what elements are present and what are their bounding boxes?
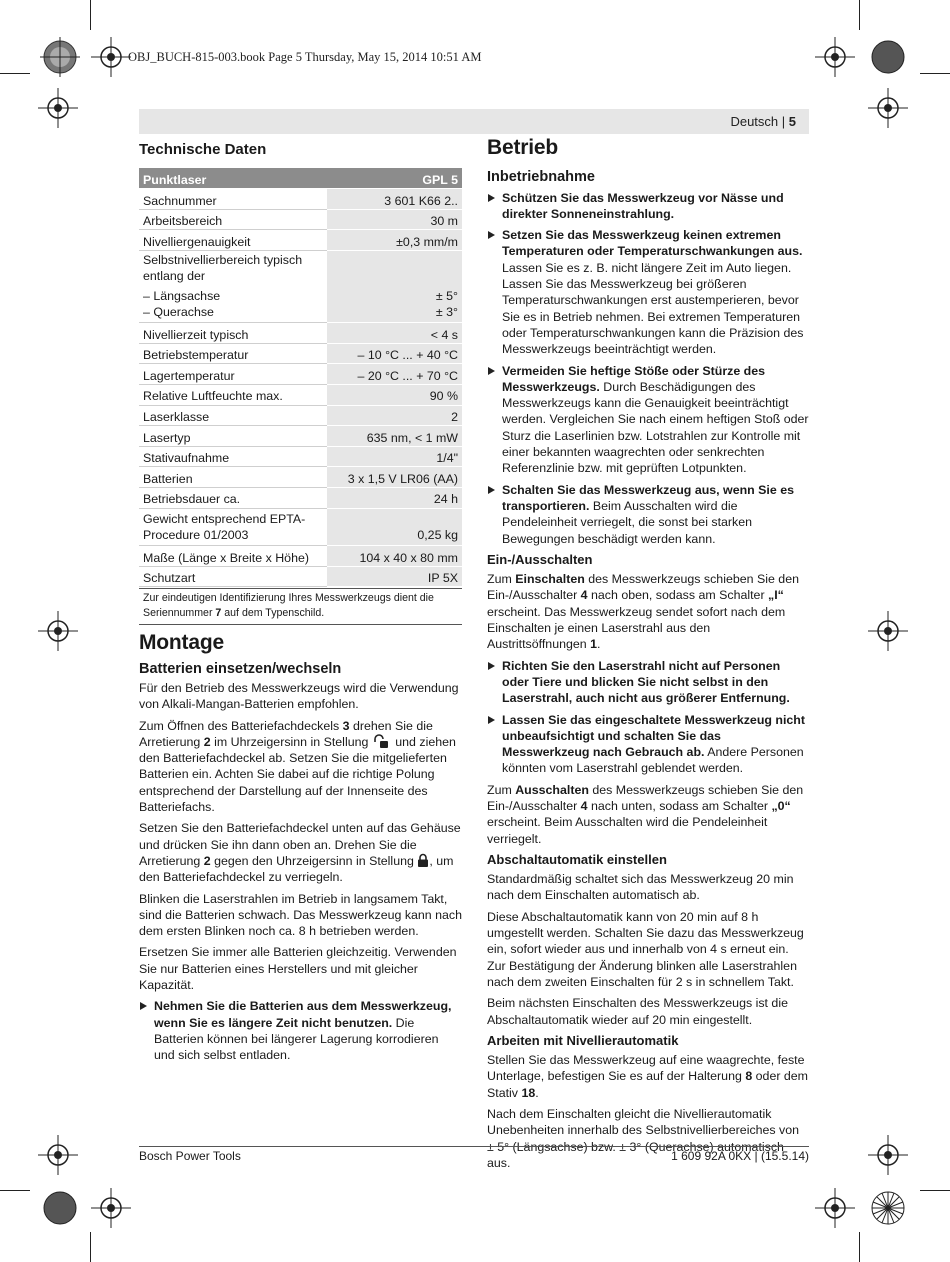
paragraph: Diese Abschaltautomatik kann von 20 min auf 8 h umgestellt werden. Schalten Sie dazu das Messwerkzeug ein, sofort wieder aus und innerhalb von 4 s erneut ein. Zur Bestätigung der Änderung blinken alle Laserstrahlen nach dem zweiten Einschalten für 2 s in schnellem Takt. [487,909,804,989]
spec-label: Sachnummer [139,189,327,210]
paragraph: Zum Einschalten des Messwerkzeugs schieben Sie den Ein-/Ausschalter 4 nach oben, sodass am Schalter „I“ erscheint. Das Messwerkzeug sendet sofort nach dem Einschalten je einen Laserstrahl aus den Austrittsöffnungen 1. [487,572,799,652]
table-row [139,323,462,344]
ein-aus-title: Ein-/Ausschalten [487,551,593,567]
registration-mark-icon [91,37,131,77]
header-text [730,114,796,129]
registration-mark-icon [38,611,78,651]
color-bar-gray-circle-icon [40,37,80,77]
paragraph: Stellen Sie das Messwerkzeug auf eine waagrechte, feste Unterlage, befestigen Sie es auf der Halterung 8 oder dem Stativ 18. [487,1053,809,1100]
spec-label [139,251,327,323]
spec-label: Gewicht entsprechend EPTA-Procedure 01/2003 [139,508,327,546]
registration-mark-icon [868,611,908,651]
bullet-arrow-icon [488,194,495,202]
paragraph: Ersetzen Sie immer alle Batterien gleichzeitig. Verwenden Sie nur Batterien eines Herstellers und mit gleicher Kapazität. [139,945,457,993]
spec-value: – 20 °C ... + 70 °C [327,364,462,385]
registration-mark-icon [815,1188,855,1228]
spec-label: Nivellierzeit typisch [139,323,327,344]
footer-docnumber: 1 609 92A 0KX | (15.5.14) [671,1149,809,1163]
bullet-arrow-icon [140,1002,147,1010]
registration-mark-icon [38,1135,78,1175]
note-number: 7 [215,607,222,620]
table-row [139,385,462,406]
spec-label: Nivelliergenauigkeit [139,230,327,251]
spec-header-label: Punktlaser [139,168,327,189]
color-bar-dark-circle-icon [868,37,908,77]
warning-bullet: Schützen Sie das Messwerkzeug vor Nässe und direkter Sonneneinstrahlung. [487,190,809,223]
crop-mark [0,1190,30,1191]
right-column [487,136,809,1171]
note-text: Zur eindeutigen Identifizierung Ihres Messwerkzeugs dient die Seriennummer [143,592,434,620]
table-row [139,508,462,546]
warning-bullet: Vermeiden Sie heftige Stöße oder Stürze des Messwerkzeugs. Durch Beschädigungen des Messwerkzeugs kann die Genauigkeit beeinträchtigt werden. Vergleichen Sie nach einem heftigen Stoß oder Sturz die Laserlinien bzw. Lotstrahlen zur Kontrolle mit einer bekannten waagrechten oder senkrechten Referenzlinie bzw. mit geprüften Lotpunkten. [487,363,809,477]
registration-mark-icon [868,1135,908,1175]
spec-label: Betriebsdauer ca. [139,488,327,509]
page-header [139,109,809,134]
spec-label: Betriebstemperatur [139,343,327,364]
header-separator: | [778,114,789,129]
table-row [139,426,462,447]
warning-bullet: Schalten Sie das Messwerkzeug aus, wenn Sie es transportieren. Beim Ausschalten wird die Pendeleinheit verriegelt, die sonst bei starken Bewegungen beschädigt werden kann. [487,482,809,547]
spec-value: 635 nm, < 1 mW [327,426,462,447]
paragraph: Für den Betrieb des Messwerkzeugs wird die Verwendung von Alkali-Mangan-Batterien empfohlen. [139,680,459,712]
paragraph: Standardmäßig schaltet sich das Messwerkzeug 20 min nach dem Einschalten automatisch ab. [487,872,794,903]
spec-value: ±0,3 mm/m [327,230,462,251]
spec-value: 3 601 K66 2.. [327,189,462,210]
crop-mark [0,73,30,74]
table-row [139,189,462,210]
left-column [139,142,462,1064]
note-text: auf dem Typenschild. [221,607,325,620]
color-bar-dark-circle-icon [40,1188,80,1228]
spec-label: Batterien [139,467,327,488]
table-row [139,446,462,467]
crop-mark [90,0,91,30]
paragraph: Zum Ausschalten des Messwerkzeugs schieben Sie den Ein-/Ausschalter 4 nach unten, sodass am Schalter „0“ erscheint. Beim Ausschalten wird die Pendeleinheit verriegelt. [487,782,804,846]
paragraph: Setzen Sie den Batteriefachdeckel unten auf das Gehäuse und drücken Sie ihn dann oben an. Drehen Sie die Arretierung 2 gegen den Uhrzeigersinn in Stellung , um den Batteriefachdeckel zu verriegeln. [139,821,461,885]
paragraph: Zum Öffnen des Batteriefachdeckels 3 drehen Sie die Arretierung 2 im Uhrzeigersinn in Stellung und ziehen den Batteriefachdeckel ab. Setzen Sie die mitgelieferten Batterien ein. Achten Sie dabei auf die richtige Polung entsprechend der Darstellung auf der Innenseite des Batteriefachs. [139,718,456,815]
registration-mark-icon [868,88,908,128]
spec-value: 104 x 40 x 80 mm [327,546,462,567]
crop-mark [859,0,860,30]
spec-value: 30 m [327,209,462,230]
spec-label: Arbeitsbereich [139,209,327,230]
warning-bullet: Setzen Sie das Messwerkzeug keinen extremen Temperaturen oder Temperaturschwankungen aus. Lassen Sie es z. B. nicht längere Zeit im Auto liegen. Lassen Sie das Messwerkzeug bei größeren Temperaturschwankungen erst austemperieren, bevor Sie es in Betrieb nehmen. Bei extremen Temperaturen oder Temperaturschwankungen kann die Präzision des Messwerkzeugs beeinträchtigt werden. [487,227,809,357]
spec-table-header [139,168,462,189]
table-row [139,488,462,509]
spec-subvalue: ± 3° [435,304,458,319]
spec-subvalue: ± 5° [435,288,458,303]
crop-mark [90,1232,91,1262]
spec-label: Lasertyp [139,426,327,447]
table-row [139,405,462,426]
warning-bullet: Lassen Sie das eingeschaltete Messwerkzeug nicht unbeaufsichtigt und schalten Sie das Messwerkzeug nach Gebrauch ab. Andere Personen könnten vom Laserstrahl geblendet werden. [487,712,809,777]
unlock-icon [372,734,392,748]
spec-value: IP 5X [327,566,462,587]
registration-mark-icon [91,1188,131,1228]
nivellierautomatik-title: Arbeiten mit Nivellierautomatik [487,1032,679,1048]
table-row [139,546,462,567]
spec-sublabel: – Querachse [143,304,214,319]
paragraph: Nach dem Einschalten gleicht die Nivellierautomatik Unebenheiten innerhalb des Selbstnivellierbereiches von ± 5° (Längsachse) bzw. ± 3° (Querachse) automatisch aus. [487,1107,800,1170]
registration-mark-icon [38,88,78,128]
spec-table [139,168,462,587]
paragraph: Beim nächsten Einschalten des Messwerkzeugs ist die Abschaltautomatik wieder auf 20 min eingestellt. [487,996,788,1027]
spec-label: Maße (Länge x Breite x Höhe) [139,546,327,567]
montage-title: Montage [139,631,224,655]
betrieb-title: Betrieb [487,136,558,159]
table-row [139,364,462,385]
print-slug: OBJ_BUCH-815-003.book Page 5 Thursday, May 15, 2014 10:51 AM [128,50,482,64]
table-row [139,251,462,323]
table-row [139,209,462,230]
spec-label: Relative Luftfeuchte max. [139,385,327,406]
bullet-arrow-icon [488,716,495,724]
lock-icon [417,853,429,867]
spec-value: 2 [327,405,462,426]
spec-value: 3 x 1,5 V LR06 (AA) [327,467,462,488]
spec-value [327,251,462,323]
spec-header-value: GPL 5 [327,168,462,189]
header-language: Deutsch [730,114,779,129]
spec-label: Stativaufnahme [139,446,327,467]
star-target-icon [868,1188,908,1228]
page-number: 5 [788,114,796,129]
paragraph: Blinken die Laserstrahlen im Betrieb in langsamem Takt, sind die Batterien schwach. Das Messwerkzeug kann nach dem ersten Blinken noch ca. 8 h betrieben werden. [139,891,463,939]
spec-sublabel: – Längsachse [143,288,221,303]
crop-mark [920,73,950,74]
crop-mark [859,1232,860,1262]
footer-brand: Bosch Power Tools [139,1149,241,1163]
registration-mark-icon [815,37,855,77]
spec-label: Schutzart [139,566,327,587]
warning-bullet: Richten Sie den Laserstrahl nicht auf Personen oder Tiere und blicken Sie nicht selbst in den Laserstrahl, auch nicht aus größerer Entfernung. [487,658,809,707]
batteries-subtitle: Batterien einsetzen/wechseln [139,660,342,677]
bullet-arrow-icon [488,486,495,494]
crop-mark [920,1190,950,1191]
spec-value: 0,25 kg [327,508,462,546]
abschaltautomatik-title: Abschaltautomatik einstellen [487,851,667,867]
warning-bullet: Nehmen Sie die Batterien aus dem Messwerkzeug, wenn Sie es längere Zeit nicht benutzen. Die Batterien können bei längerer Lagerung korrodieren und sich selbst entladen. [139,998,462,1063]
spec-value: 24 h [327,488,462,509]
spec-label-main: Selbstnivellierbereich typisch entlang der [143,253,303,284]
table-row [139,230,462,251]
spec-value: 1/4" [327,446,462,467]
spec-value: 90 % [327,385,462,406]
serial-number-note [139,588,462,625]
bullet-arrow-icon [488,231,495,239]
spec-label: Laserklasse [139,405,327,426]
tech-data-title: Technische Daten [139,141,267,158]
table-row [139,566,462,587]
inbetriebnahme-title: Inbetriebnahme [487,169,595,186]
table-row [139,343,462,364]
spec-value: – 10 °C ... + 40 °C [327,343,462,364]
footer-rule [139,1146,809,1147]
table-row [139,467,462,488]
bullet-arrow-icon [488,662,495,670]
spec-label: Lagertemperatur [139,364,327,385]
spec-value: < 4 s [327,323,462,344]
bullet-arrow-icon [488,367,495,375]
